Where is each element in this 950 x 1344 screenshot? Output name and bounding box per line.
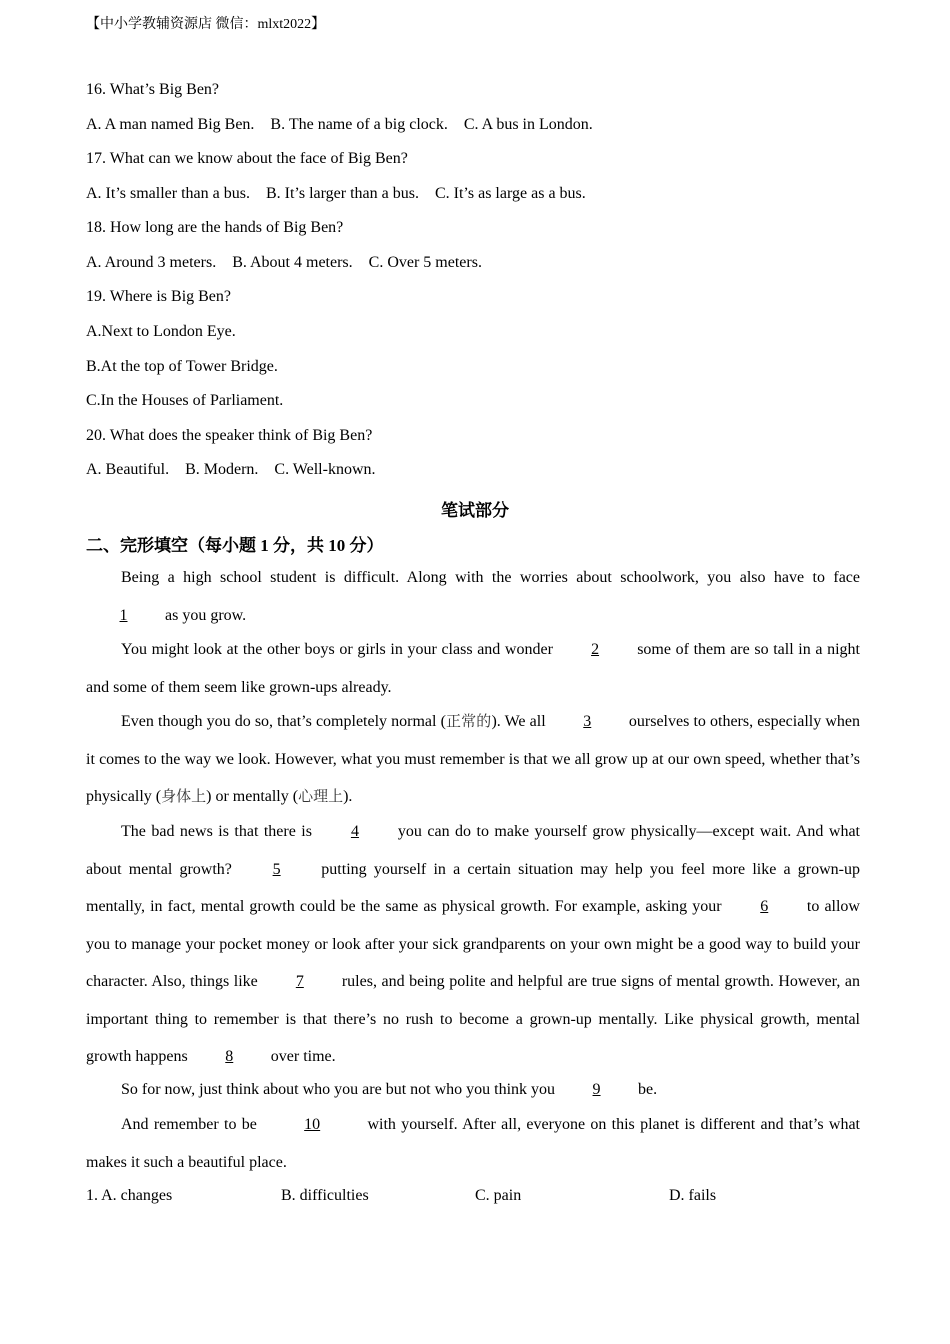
passage-text: over time. xyxy=(266,1048,336,1065)
passage-paragraph-4 xyxy=(86,813,860,1076)
passage-text: putting yourself in a certain situation may help you feel more like a grown-up mentally, in fact, mental growth could be the same as physical growth. For example, asking your xyxy=(86,860,861,915)
question-20: 20. What does the speaker think of Big Ben? xyxy=(86,427,373,444)
passage-text: ). We all xyxy=(491,713,550,730)
option-1-c: C. pain xyxy=(475,1187,522,1204)
passage-paragraph-3 xyxy=(86,703,860,816)
passage-text: you can do to make yourself grow physically—except wait. And what about mental growth? xyxy=(86,823,861,878)
question-19: 19. Where is Big Ben? xyxy=(86,288,232,305)
passage-text: And remember to be xyxy=(121,1116,263,1133)
passage-paragraph-1 xyxy=(86,559,860,634)
passage-text: Being a high school student is difficult. Along with the worries about schoolwork, you also have to face xyxy=(121,569,860,586)
blank-4: 4 xyxy=(350,823,359,840)
blank-10: 10 xyxy=(304,1116,321,1133)
passage-paragraph-6 xyxy=(86,1106,860,1181)
passage-text: rules, and being polite and helpful are true signs of mental growth. However, an important thing to remember is that there’s no rush to become a grown-up mentally. Like physical growth, mental growth happens xyxy=(86,973,860,1065)
option-1-b: B. difficulties xyxy=(281,1187,369,1204)
passage-text: some of them are so tall in a night and some of them seem like grown-ups already. xyxy=(86,641,860,696)
blank-9: 9 xyxy=(592,1081,601,1098)
question-19-option-c: C.In the Houses of Parliament. xyxy=(86,392,284,409)
blank-8: 8 xyxy=(225,1048,234,1065)
passage-paragraph-5 xyxy=(86,1071,860,1109)
blank-1: 1 xyxy=(119,606,128,624)
question-16-options: A. A man named Big Ben. B. The name of a big clock. C. A bus in London. xyxy=(86,116,593,133)
passage-text: as you grow. xyxy=(161,606,247,624)
passage-text: ourselves to others, especially when it comes to the way we look. However, what you must remember is that we all grow up at our own speed, whether that’s physically ( xyxy=(86,713,860,805)
passage-text: ) or mentally ( xyxy=(206,788,299,805)
part-title: 二、完形填空（每小题 1 分，共 10 分） xyxy=(86,536,384,555)
blank-6: 6 xyxy=(760,898,769,915)
chinese-gloss: 身体上 xyxy=(161,787,207,805)
question-20-options: A. Beautiful. B. Modern. C. Well-known. xyxy=(86,461,376,478)
blank-2: 2 xyxy=(591,641,600,658)
blank-3: 3 xyxy=(583,713,592,730)
passage-text: with yourself. After all, everyone on this planet is different and that’s what makes it such a beautiful place. xyxy=(86,1116,861,1171)
passage-text: ). xyxy=(343,788,353,805)
blank-7: 7 xyxy=(295,973,304,990)
page-header: 【中小学教辅资源店 微信：mlxt2022】 xyxy=(86,17,326,32)
passage-text: So for now, just think about who you are but not who you think you xyxy=(121,1081,560,1098)
passage-text: to allow you to manage your pocket money or look after your sick grandparents on your own might be a good way to build your character. Also, things like xyxy=(86,898,860,990)
chinese-gloss: 心理上 xyxy=(298,787,344,805)
question-17: 17. What can we know about the face of Big Ben? xyxy=(86,150,408,167)
question-19-option-b: B.At the top of Tower Bridge. xyxy=(86,358,278,375)
passage-text: The bad news is that there is xyxy=(121,823,318,840)
question-17-options: A. It’s smaller than a bus. B. It’s larger than a bus. C. It’s as large as a bus. xyxy=(86,185,586,202)
question-19-option-a: A.Next to London Eye. xyxy=(86,323,236,340)
passage-text: be. xyxy=(634,1081,658,1098)
passage-text: You might look at the other boys or girls in your class and wonder xyxy=(121,641,558,658)
option-1-d: D. fails xyxy=(669,1187,717,1204)
option-1-a: 1. A. changes xyxy=(86,1187,173,1204)
chinese-gloss: 正常的 xyxy=(445,712,492,730)
passage-paragraph-2 xyxy=(86,631,860,706)
blank-5: 5 xyxy=(272,860,281,878)
question-18-options: A. Around 3 meters. B. About 4 meters. C. Over 5 meters. xyxy=(86,254,482,271)
section-title: 笔试部分 xyxy=(441,501,509,520)
passage-text: Even though you do so, that’s completely normal ( xyxy=(121,713,446,730)
question-18: 18. How long are the hands of Big Ben? xyxy=(86,219,344,236)
question-16: 16. What’s Big Ben? xyxy=(86,81,220,98)
